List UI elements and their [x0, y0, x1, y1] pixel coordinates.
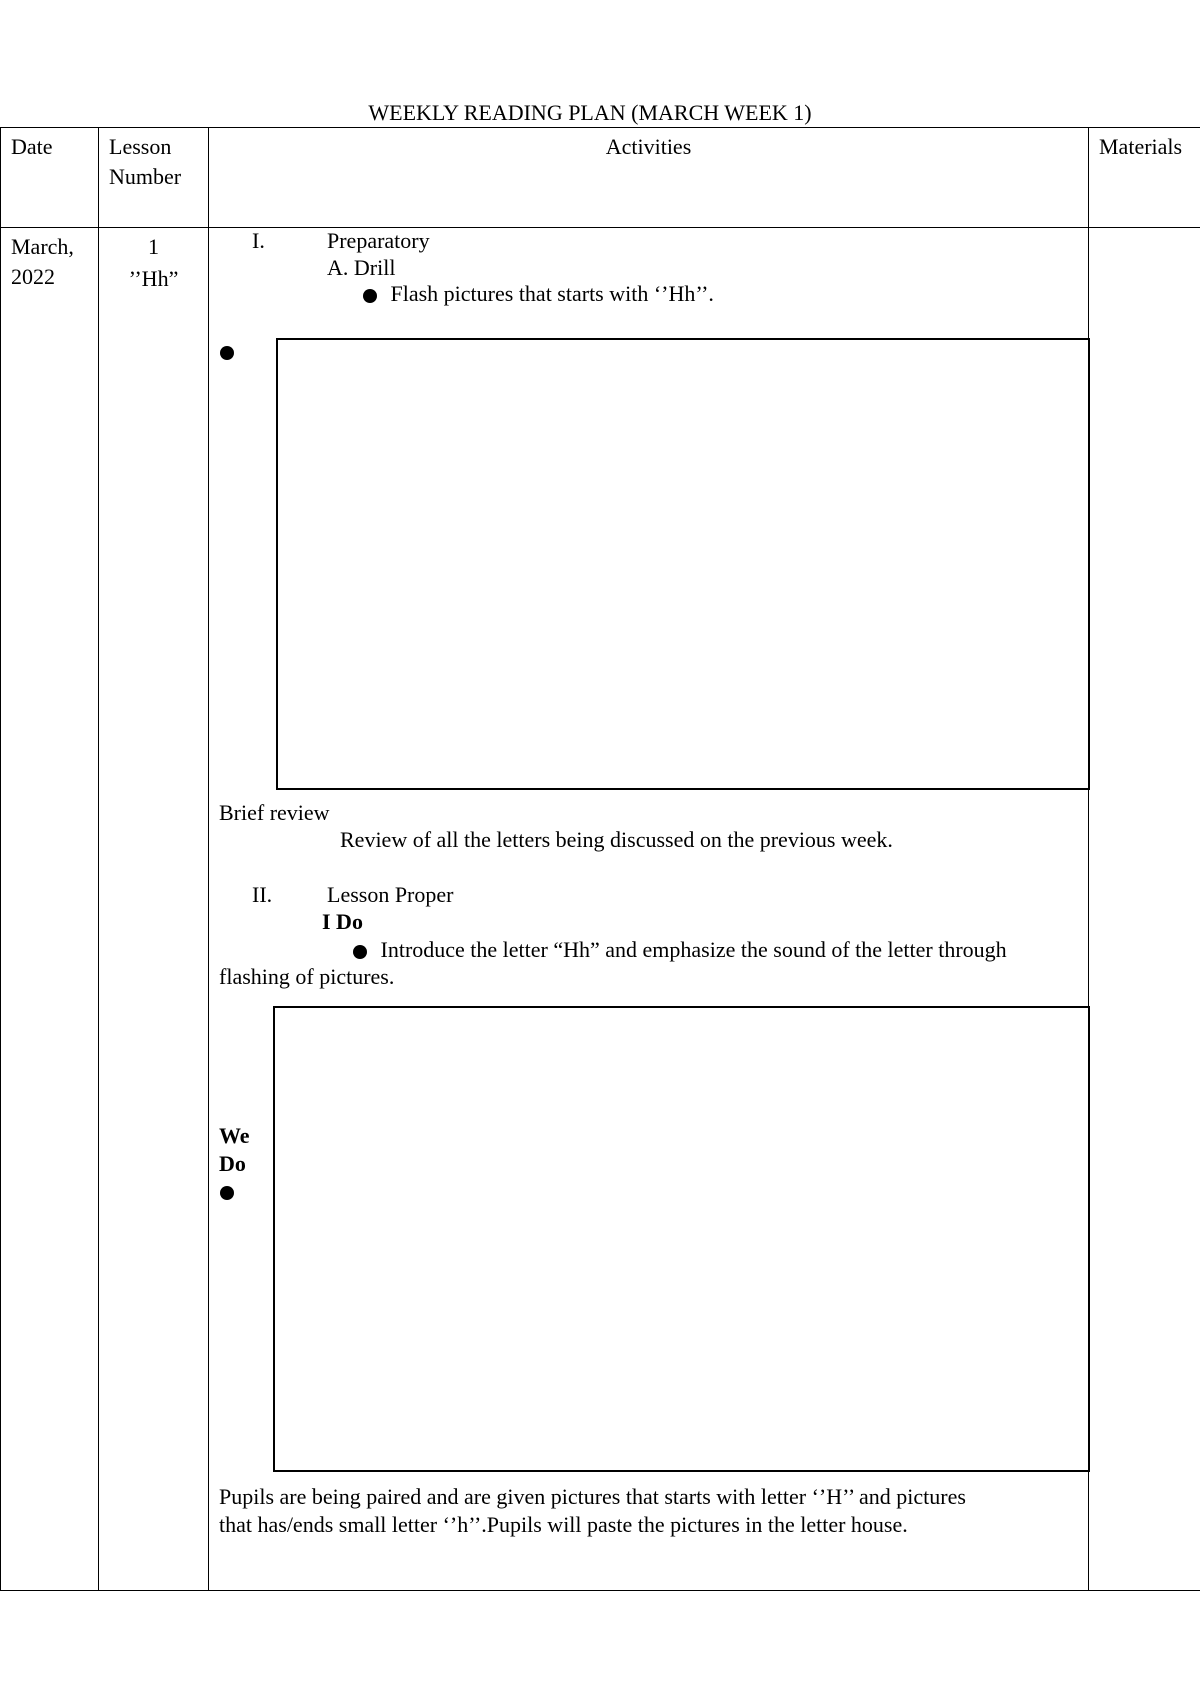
table-row [1, 228, 1200, 1591]
materials-cell [1089, 228, 1200, 1591]
lesson-number-cell [99, 228, 209, 1591]
header-activities: Activities [209, 128, 1089, 228]
pupils-text-2: that has/ends small letter ‘’h’’.Pupils will paste the pictures in the letter house. [219, 1512, 908, 1537]
header-lesson-number: Lesson Number [99, 128, 209, 228]
drill-bullet-item [363, 281, 714, 307]
lesson-number: 1 [148, 234, 159, 259]
reading-plan-table [0, 127, 1200, 1591]
section-1-number: I. [252, 228, 265, 253]
drill-picture-box [276, 338, 1090, 790]
section-1-title: Preparatory [327, 228, 430, 253]
i-do-picture-box [273, 1006, 1090, 1472]
lesson-letter: ’’Hh” [128, 266, 179, 291]
we-do-label-2: Do [219, 1151, 246, 1176]
bullet-icon [363, 289, 377, 303]
header-date: Date [1, 128, 99, 228]
section-2-title: Lesson Proper [327, 882, 454, 907]
activities-cell [209, 228, 1089, 1591]
i-do-label: I Do [322, 909, 363, 934]
i-do-bullet-item [353, 937, 1007, 963]
section-2-number: II. [252, 882, 273, 907]
drill-bullet-text: Flash pictures that starts with ‘’Hh’’. [390, 281, 714, 306]
brief-review-label: Brief review [219, 800, 330, 825]
we-do-label-1: We [219, 1123, 250, 1148]
pupils-text-1: Pupils are being paired and are given pictures that starts with letter ‘’H’’ and pictures [219, 1484, 966, 1509]
review-text: Review of all the letters being discussed on the previous week. [340, 827, 893, 852]
header-materials: Materials [1089, 128, 1200, 228]
page-title: WEEKLY READING PLAN (MARCH WEEK 1) [368, 100, 812, 125]
table-header-row [1, 128, 1200, 228]
i-do-bullet-text: Introduce the letter “Hh” and emphasize the sound of the letter through [380, 937, 1007, 962]
subsection-drill: A. Drill [327, 255, 396, 280]
date-cell: March, 2022 [1, 228, 99, 1591]
bullet-icon [220, 346, 234, 360]
bullet-icon [220, 1186, 234, 1200]
i-do-bullet-continuation: flashing of pictures. [219, 964, 395, 989]
bullet-icon [353, 945, 367, 959]
